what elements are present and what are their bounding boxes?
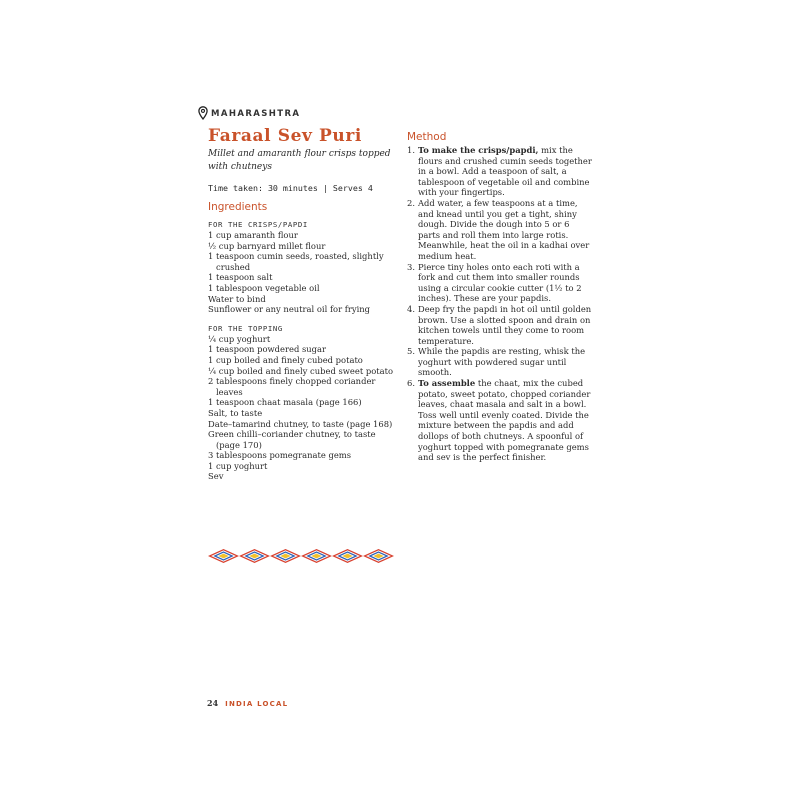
recipe-left-column bbox=[208, 126, 398, 482]
ingredient-item: ¼ cup yoghurt bbox=[208, 333, 271, 344]
diamond-border-motif bbox=[208, 546, 394, 566]
ingredient-item: ¼ cup boiled and finely cubed sweet potato bbox=[208, 365, 394, 376]
step-lead: To make the crisps/papdi, bbox=[418, 145, 539, 155]
ingredient-item: Green chilli–coriander chutney, to taste (page 170) bbox=[208, 429, 376, 450]
ingredient-group-label: FOR THE TOPPING bbox=[208, 323, 283, 333]
method-step bbox=[407, 346, 592, 378]
step-text: Pierce tiny holes onto each roti with a fork and cut them into smaller rounds using a circular cookie cutter (1½ to 2 inches). These are your papdis. bbox=[418, 261, 582, 304]
method-step bbox=[407, 198, 592, 262]
step-lead: To assemble bbox=[418, 378, 476, 389]
ingredient-item: ½ cup barnyard millet flour bbox=[208, 240, 326, 251]
ingredient-item: 1 cup amaranth flour bbox=[208, 230, 298, 240]
ingredient-item: Date–tamarind chutney, to taste (page 168) bbox=[208, 418, 393, 429]
ingredient-item: 1 cup yoghurt bbox=[208, 460, 268, 471]
page-number: 24 bbox=[207, 698, 219, 708]
ingredient-group-label: FOR THE CRISPS/PAPDI bbox=[208, 220, 308, 229]
region-name: MAHARASHTRA bbox=[211, 109, 301, 119]
step-number: 3. bbox=[407, 261, 415, 272]
ingredient-item: 3 tablespoons pomegranate gems bbox=[208, 450, 352, 461]
ingredient-item: 1 teaspoon salt bbox=[208, 272, 273, 283]
step-number: 4. bbox=[407, 303, 415, 314]
method-step bbox=[407, 304, 592, 346]
step-number: 1. bbox=[407, 145, 415, 155]
step-text: While the papdis are resting, whisk the yoghurt with powdered sugar until smooth. bbox=[418, 346, 586, 378]
method-step bbox=[407, 145, 592, 198]
ingredient-item: 1 teaspoon cumin seeds, roasted, slightly crushed bbox=[208, 251, 384, 272]
method-step bbox=[407, 378, 592, 463]
location-pin-icon bbox=[198, 106, 208, 120]
recipe-title: Faraal Sev Puri bbox=[208, 126, 362, 146]
ingredient-item: Sev bbox=[208, 471, 224, 482]
ingredient-list bbox=[208, 230, 398, 315]
diamond-motif-unit bbox=[332, 549, 363, 563]
diamond-motif-unit bbox=[270, 549, 301, 563]
region-label bbox=[198, 106, 300, 120]
step-text: Add water, a few teaspoons at a time, and knead until you get a tight, shiny dough. Divide the dough into 5 or 6 parts and roll them into large rotis. Meanwhile, heat the oil in a kadhai over medium heat. bbox=[418, 197, 590, 261]
diamond-motif-unit bbox=[301, 549, 332, 563]
subtitle-line: Millet and amaranth flour crisps topped bbox=[208, 149, 391, 159]
diamond-motif-unit bbox=[208, 549, 239, 563]
subtitle-line: with chutneys bbox=[208, 162, 272, 172]
ingredients-heading: Ingredients bbox=[208, 201, 268, 213]
book-title: INDIA LOCAL bbox=[225, 700, 289, 708]
ingredient-item: 1 teaspoon chaat masala (page 166) bbox=[208, 397, 362, 408]
recipe-meta: Time taken: 30 minutes | Serves 4 bbox=[208, 183, 373, 193]
ingredient-item: Sunflower or any neutral oil for frying bbox=[208, 304, 371, 315]
ingredient-list bbox=[208, 334, 398, 482]
step-number: 6. bbox=[407, 378, 415, 389]
recipe-subtitle bbox=[208, 148, 398, 174]
method-column bbox=[407, 131, 592, 463]
step-text: the chaat, mix the cubed potato, sweet potato, chopped coriander leaves, chaat masala and salt in a bowl. Toss well until evenly coated. Divide the mixture between the papdis and add dollops of both chutneys. A spoonful of yoghurt topped with pomegranate gems and sev is the perfect finisher. bbox=[418, 378, 591, 463]
ingredient-item: 1 teaspoon powdered sugar bbox=[208, 344, 327, 355]
step-text: Deep fry the papdi in hot oil until golden brown. Use a slotted spoon and drain on kitchen towels until they come to room temperature. bbox=[418, 303, 592, 346]
method-step bbox=[407, 262, 592, 304]
page-footer bbox=[207, 698, 288, 708]
method-steps bbox=[407, 145, 592, 463]
diamond-border-icon bbox=[208, 546, 394, 566]
ingredient-item: 1 cup boiled and finely cubed potato bbox=[208, 354, 363, 365]
diamond-motif-unit bbox=[239, 549, 270, 563]
ingredient-item: Water to bind bbox=[208, 293, 266, 304]
method-heading: Method bbox=[407, 131, 447, 143]
diamond-motif-unit bbox=[363, 549, 394, 563]
step-number: 2. bbox=[407, 197, 415, 208]
step-text: mix the flours and crushed cumin seeds together in a bowl. Add a teaspoon of salt, a tablespoon of vegetable oil and combine with your fingertips. bbox=[418, 145, 592, 198]
ingredient-item: Salt, to taste bbox=[208, 407, 263, 418]
ingredient-item: 1 tablespoon vegetable oil bbox=[208, 282, 320, 293]
ingredient-item: 2 tablespoons finely chopped coriander leaves bbox=[208, 376, 376, 397]
step-number: 5. bbox=[407, 346, 415, 357]
